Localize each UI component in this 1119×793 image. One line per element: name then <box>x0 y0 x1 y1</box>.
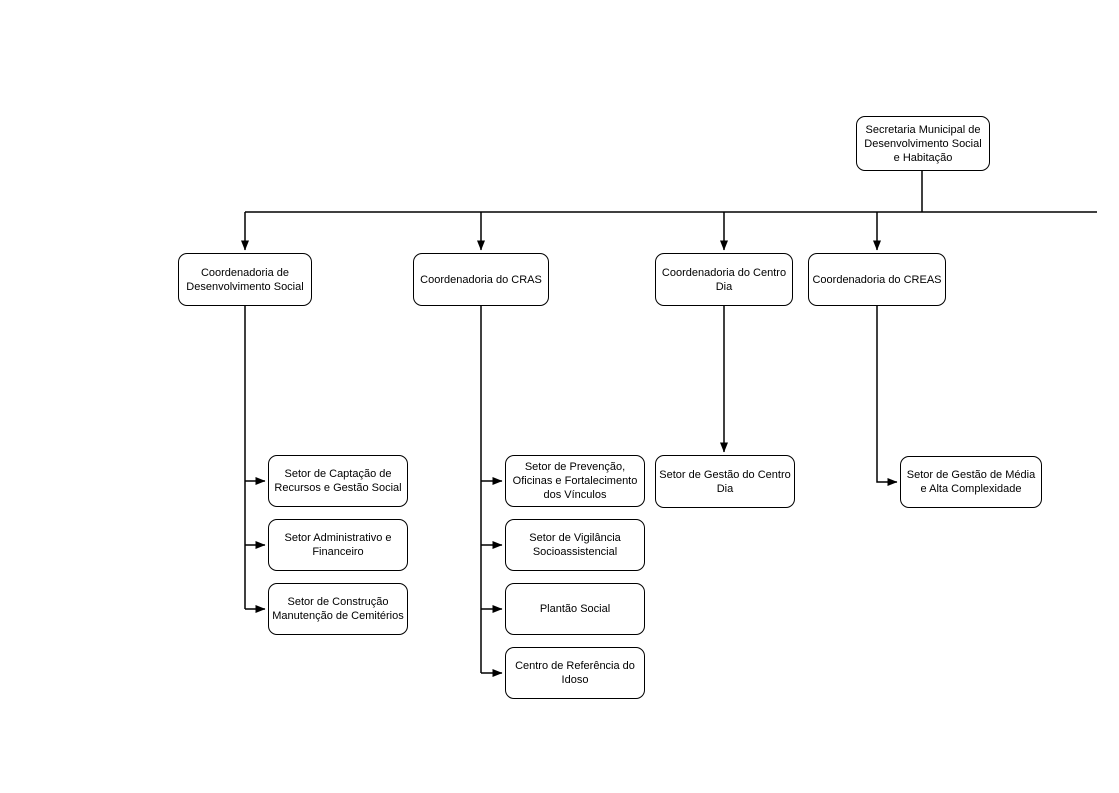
node-label: Coordenadoria do Centro Dia <box>661 266 787 293</box>
node-label: Plantão Social <box>539 603 611 615</box>
node-label: Secretaria Municipal de Desenvolvimento Social e Habitação <box>864 123 982 164</box>
node-centro-referencia-idoso[interactable] <box>505 647 645 699</box>
node-coord-cras[interactable] <box>413 253 549 306</box>
node-coord-desenvolvimento-social[interactable] <box>178 253 312 306</box>
connector-elbow-gestao-media-alta <box>877 306 897 482</box>
node-label: Setor de Gestão do Centro Dia <box>659 468 791 495</box>
node-label: Setor de Prevenção, Oficinas e Fortalecimento dos Vínculos <box>512 461 638 501</box>
node-label: Setor de Construção Manutenção de Cemitérios <box>272 596 404 622</box>
node-label: Setor de Captação de Recursos e Gestão Social <box>274 468 402 494</box>
node-setor-prevencao[interactable] <box>505 455 645 507</box>
node-secretaria[interactable] <box>856 116 990 171</box>
node-label: Coordenadoria de Desenvolvimento Social <box>186 266 304 293</box>
node-setor-construcao[interactable] <box>268 583 408 635</box>
node-coord-creas[interactable] <box>808 253 946 306</box>
node-setor-gestao-media-alta[interactable] <box>900 456 1042 508</box>
node-label: Setor de Vigilância Socioassistencial <box>529 532 621 558</box>
node-label: Coordenadoria do CRAS <box>420 273 542 286</box>
node-plantao-social[interactable] <box>505 583 645 635</box>
node-label: Setor Administrativo e Financeiro <box>284 532 392 558</box>
node-label: Centro de Referência do Idoso <box>515 660 635 686</box>
node-setor-vigilancia[interactable] <box>505 519 645 571</box>
node-label: Setor de Gestão de Média e Alta Complexidade <box>906 469 1036 495</box>
node-setor-gestao-centro-dia[interactable] <box>655 455 795 508</box>
node-setor-administrativo[interactable] <box>268 519 408 571</box>
node-label: Coordenadoria do CREAS <box>812 273 942 286</box>
node-coord-centro-dia[interactable] <box>655 253 793 306</box>
node-setor-captacao[interactable] <box>268 455 408 507</box>
